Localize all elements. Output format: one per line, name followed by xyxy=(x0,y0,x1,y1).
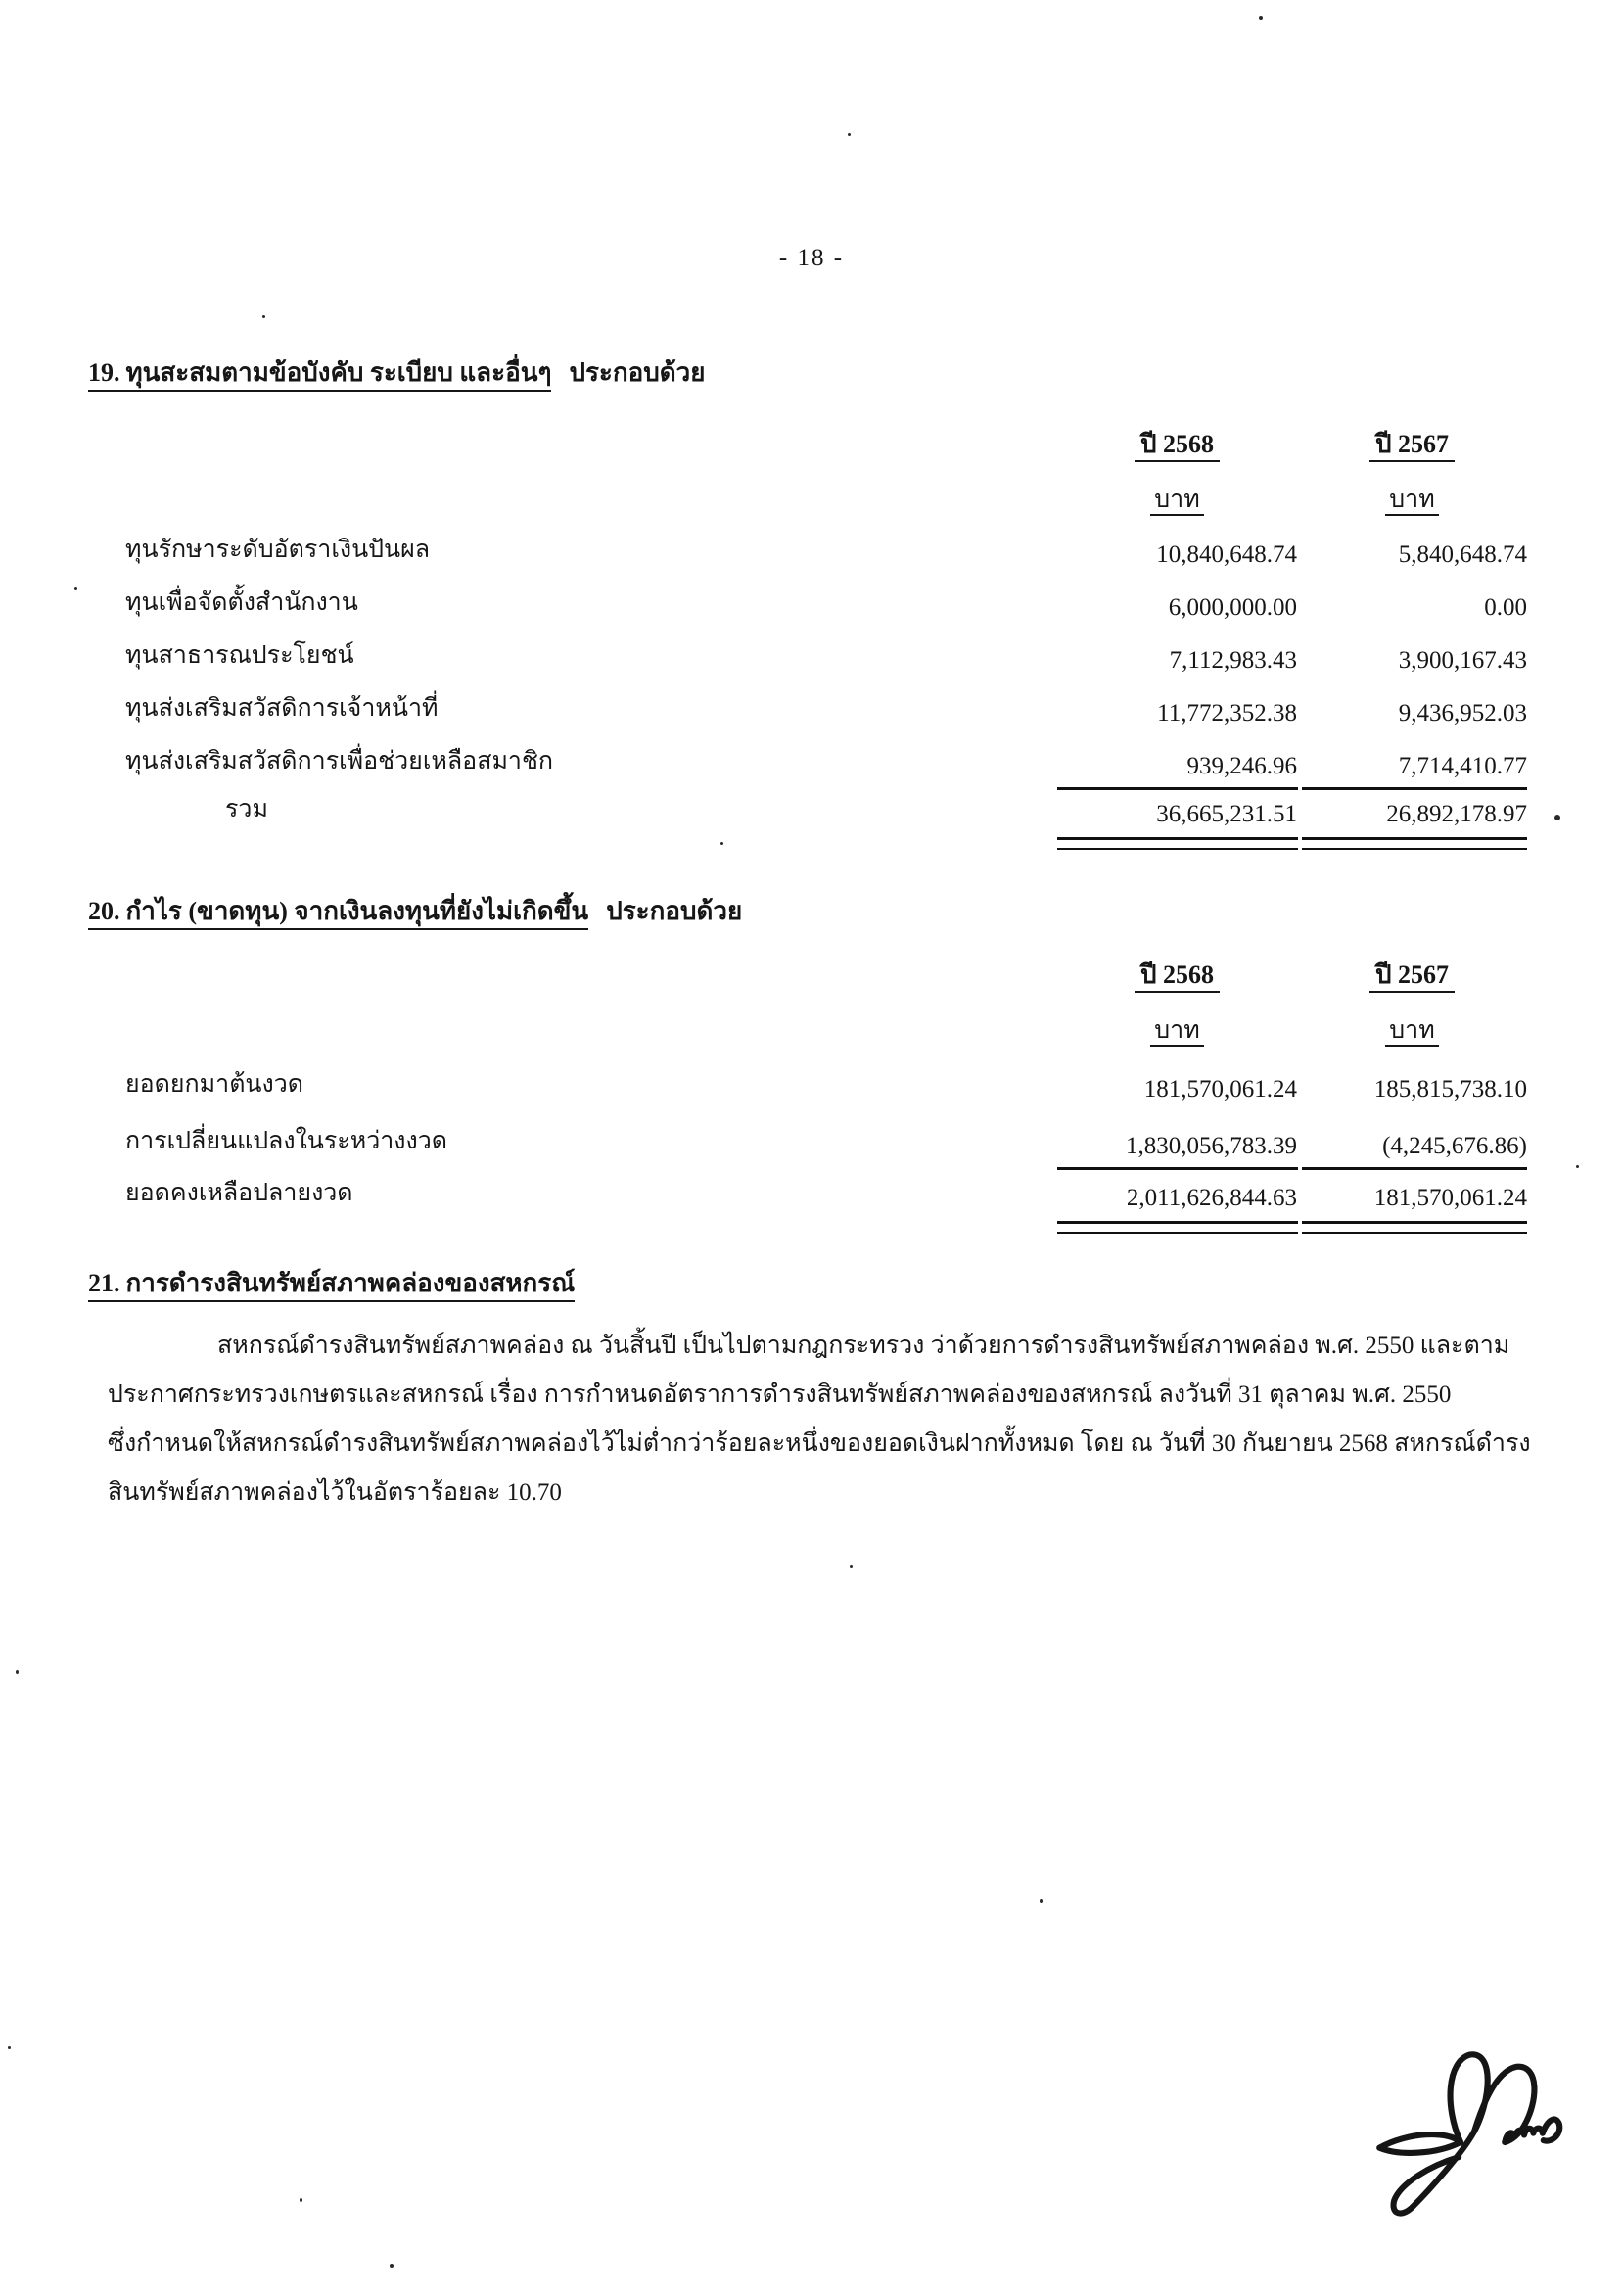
year-2568-header: ปี 2568 xyxy=(1135,430,1220,462)
table-row xyxy=(125,734,1527,787)
paragraph-line: ประกาศกระทรวงเกษตรและสหกรณ์ เรื่อง การกำหนดอัตราการดำรงสินทรัพย์สภาพคล่องของสหกรณ์ ลงวันที่ 31 ตุลาคม พ.ศ. 2550 xyxy=(108,1382,1452,1408)
total-row xyxy=(125,1172,1527,1219)
scan-speck xyxy=(1040,1899,1043,1903)
value-2567: 5,840,648.74 xyxy=(1398,541,1527,568)
value-2567: 9,436,952.03 xyxy=(1398,700,1527,726)
section-19-title: 19. ทุนสะสมตามข้อบังคับ ระเบียบ และอื่นๆ xyxy=(88,358,551,392)
row-label: การเปลี่ยนแปลงในระหว่างงวด xyxy=(125,1128,447,1154)
row-label: ยอดยกมาต้นงวด xyxy=(125,1071,304,1098)
scan-speck xyxy=(74,587,77,590)
table-row xyxy=(125,1054,1527,1110)
value-2568: 6,000,000.00 xyxy=(1168,594,1297,621)
section-20-title: 20. กำไร (ขาดทุน) จากเงินลงทุนที่ยังไม่เกิดขึ้น xyxy=(88,897,588,930)
unit-baht: บาท xyxy=(1150,1017,1203,1047)
value-2567: 0.00 xyxy=(1484,594,1527,621)
value-2568: 10,840,648.74 xyxy=(1156,541,1297,568)
page-number: - 18 - xyxy=(778,245,845,271)
scan-speck xyxy=(390,2264,394,2268)
section-20-suffix: ประกอบด้วย xyxy=(606,897,743,925)
total-bottom-double-rule xyxy=(125,1221,1527,1231)
unit-row xyxy=(125,997,1527,1054)
unit-baht: บาท xyxy=(1385,1017,1438,1047)
section-21-title: 21. การดำรงสินทรัพย์สภาพคล่องของสหกรณ์ xyxy=(88,1269,575,1302)
section-21-number: 21. xyxy=(88,1269,120,1297)
row-label: ทุนส่งเสริมสวัสดิการเจ้าหน้าที่ xyxy=(125,695,439,722)
section-19-table xyxy=(125,411,1527,847)
value-2567: 3,900,167.43 xyxy=(1398,647,1527,674)
table-row xyxy=(125,629,1527,681)
value-2568: 11,772,352.38 xyxy=(1157,700,1297,726)
scan-speck xyxy=(262,315,265,318)
row-label: ทุนส่งเสริมสวัสดิการเพื่อช่วยเหลือสมาชิก xyxy=(125,748,554,774)
unit-baht: บาท xyxy=(1385,487,1438,516)
value-2568: 1,830,056,783.39 xyxy=(1126,1133,1297,1159)
section-20-heading xyxy=(88,891,742,931)
row-label: ทุนเพื่อจัดตั้งสำนักงาน xyxy=(125,589,358,616)
scan-speck xyxy=(16,1670,19,1674)
value-2567: 185,815,738.10 xyxy=(1373,1076,1527,1102)
paragraph-line: ซึ่งกำหนดให้สหกรณ์ดำรงสินทรัพย์สภาพคล่องไว้ไม่ต่ำกว่าร้อยละหนึ่งของยอดเงินฝากทั้งหมด โดย ณ วันที่ 30 กันยายน 2568 สหกรณ์ดำรง xyxy=(108,1430,1531,1457)
year-2568-header: ปี 2568 xyxy=(1135,961,1220,993)
table-header-row xyxy=(125,411,1527,466)
scan-speck xyxy=(848,133,851,136)
scan-speck xyxy=(850,1565,853,1568)
table-header-row xyxy=(125,942,1527,997)
scan-speck xyxy=(8,2046,11,2049)
total-label: รวม xyxy=(225,796,268,822)
table-row xyxy=(125,681,1527,734)
section-20-number: 20. xyxy=(88,897,120,925)
scan-speck xyxy=(300,2198,302,2202)
total-2568: 2,011,626,844.63 xyxy=(1126,1185,1297,1211)
value-2568: 181,570,061.24 xyxy=(1143,1076,1297,1102)
total-2567: 181,570,061.24 xyxy=(1373,1185,1527,1211)
value-2567: 7,714,410.77 xyxy=(1398,753,1527,779)
total-2568: 36,665,231.51 xyxy=(1156,801,1297,827)
scan-speck xyxy=(1259,16,1263,20)
unit-row xyxy=(125,466,1527,523)
value-2568: 939,246.96 xyxy=(1186,753,1297,779)
year-2567-header: ปี 2567 xyxy=(1369,430,1455,462)
row-label: ทุนรักษาระดับอัตราเงินปันผล xyxy=(125,537,431,563)
total-top-rule xyxy=(125,1167,1527,1172)
paragraph-line: สินทรัพย์สภาพคล่องไว้ในอัตราร้อยละ 10.70 xyxy=(108,1479,562,1506)
section-20-table xyxy=(125,942,1527,1231)
table-row xyxy=(125,1110,1527,1167)
total-top-rule xyxy=(125,787,1527,792)
signature xyxy=(1367,2038,1588,2246)
section-21-paragraph xyxy=(108,1322,1554,1518)
table-row xyxy=(125,523,1527,576)
scan-speck xyxy=(720,842,723,845)
scan-speck xyxy=(1576,1165,1579,1168)
value-2568: 7,112,983.43 xyxy=(1169,647,1297,674)
section-21-heading xyxy=(88,1263,575,1303)
total-bottom-double-rule xyxy=(125,837,1527,847)
table-row xyxy=(125,576,1527,629)
year-2567-header: ปี 2567 xyxy=(1369,961,1455,993)
value-2567: (4,245,676.86) xyxy=(1382,1133,1527,1159)
row-label: ทุนสาธารณประโยชน์ xyxy=(125,642,354,669)
total-label: ยอดคงเหลือปลายงวด xyxy=(125,1180,353,1206)
unit-baht: บาท xyxy=(1150,487,1203,516)
section-19-number: 19. xyxy=(88,358,120,387)
total-row xyxy=(125,792,1527,835)
scan-speck xyxy=(1554,815,1560,820)
paragraph-line: สหกรณ์ดำรงสินทรัพย์สภาพคล่อง ณ วันสิ้นปี เป็นไปตามกฎกระทรวง ว่าด้วยการดำรงสินทรัพย์สภาพคล่อง พ.ศ. 2550 และตาม xyxy=(217,1333,1510,1359)
total-2567: 26,892,178.97 xyxy=(1386,801,1527,827)
section-19-suffix: ประกอบด้วย xyxy=(569,358,706,387)
section-19-heading xyxy=(88,352,705,393)
